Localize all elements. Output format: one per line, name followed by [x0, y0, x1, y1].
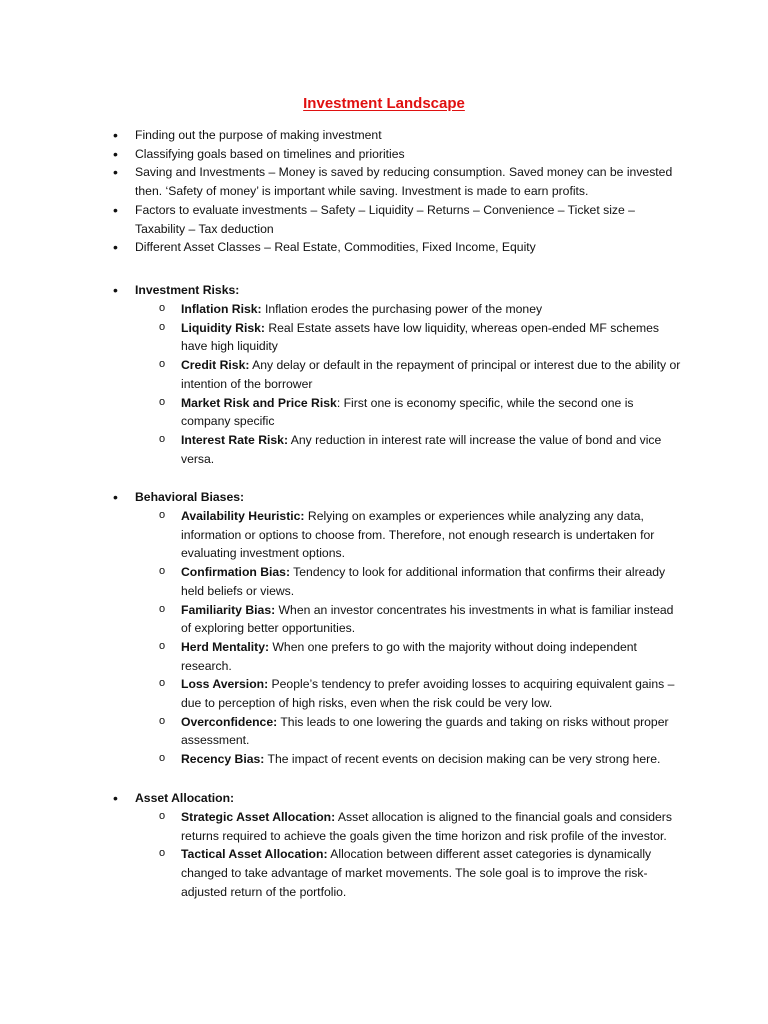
list-item: o Availability Heuristic: Relying on examples or experiences while analyzing any data, information or options to choose from. Therefore, not enough research is undertaken for evaluating investment options.	[181, 507, 681, 563]
list-item: • Different Asset Classes – Real Estate, Commodities, Fixed Income, Equity	[135, 238, 680, 257]
list-item: o Confirmation Bias: Tendency to look for additional information that confirms their already held beliefs or views.	[181, 563, 681, 600]
list-item: o Loss Aversion: People’s tendency to prefer avoiding losses to acquiring equivalent gains – due to perception of high risks, even when the risk could be very low.	[181, 675, 681, 712]
list-item: o Liquidity Risk: Real Estate assets have low liquidity, whereas open-ended MF schemes have high liquidity	[181, 319, 681, 356]
risks-list	[181, 300, 681, 468]
risks-section	[135, 281, 680, 300]
list-item: o Inflation Risk: Inflation erodes the purchasing power of the money	[181, 300, 681, 319]
list-item: o Tactical Asset Allocation: Allocation between different asset categories is dynamically changed to take advantage of market movements. The sole goal is to improve the risk-adjusted return of the portfolio.	[181, 845, 681, 901]
list-item: o Herd Mentality: When one prefers to go with the majority without doing independent research.	[181, 638, 681, 675]
allocation-list	[181, 808, 681, 902]
list-item: o Familiarity Bias: When an investor concentrates his investments in what is familiar instead of exploring better opportunities.	[181, 601, 681, 638]
list-item: o Credit Risk: Any delay or default in the repayment of principal or interest due to the ability or intention of the borrower	[181, 356, 681, 393]
list-item: o Recency Bias: The impact of recent events on decision making can be very strong here.	[181, 750, 681, 769]
section-heading: • Asset Allocation:	[135, 789, 680, 808]
intro-list	[135, 126, 680, 257]
list-item: • Finding out the purpose of making investment	[135, 126, 680, 145]
list-item: • Factors to evaluate investments – Safety – Liquidity – Returns – Convenience – Ticket size – Taxability – Tax deduction	[135, 201, 680, 238]
page-title: Investment Landscape	[303, 95, 465, 112]
list-item: o Overconfidence: This leads to one lowering the guards and taking on risks without proper assessment.	[181, 713, 681, 750]
section-heading: • Behavioral Biases:	[135, 488, 680, 507]
list-item: o Interest Rate Risk: Any reduction in interest rate will increase the value of bond and vice versa.	[181, 431, 681, 468]
list-item: o Strategic Asset Allocation: Asset allocation is aligned to the financial goals and considers returns required to achieve the goals given the time horizon and risk profile of the investor.	[181, 808, 681, 845]
section-heading: • Investment Risks:	[135, 281, 680, 300]
biases-section	[135, 488, 680, 507]
allocation-section	[135, 789, 680, 808]
list-item: • Classifying goals based on timelines and priorities	[135, 145, 680, 164]
list-item: o Market Risk and Price Risk: First one is economy specific, while the second one is company specific	[181, 394, 681, 431]
list-item: • Saving and Investments – Money is saved by reducing consumption. Saved money can be invested then. ‘Safety of money’ is important while saving. Investment is made to earn profits.	[135, 163, 680, 200]
biases-list	[181, 507, 681, 769]
